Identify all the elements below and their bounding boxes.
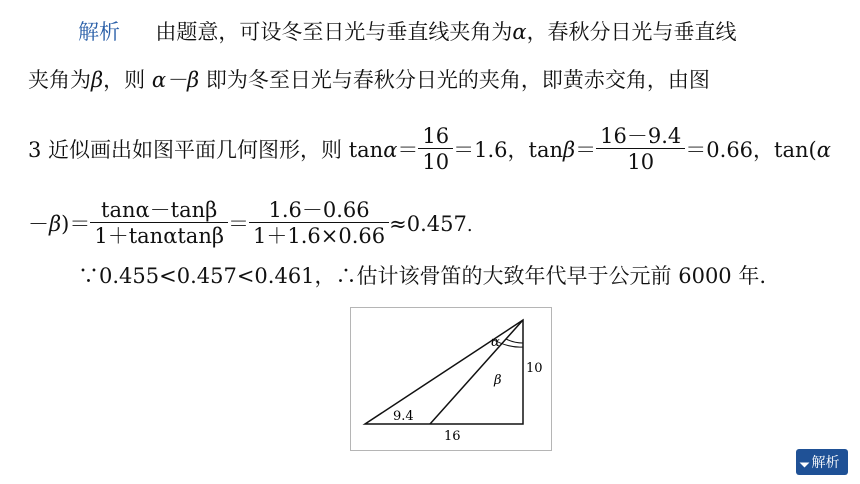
- solution-text-1b: ，春秋分日光与垂直线: [526, 20, 737, 44]
- fraction-numerator: 16: [418, 124, 453, 149]
- fraction-denominator: 10: [422, 150, 450, 174]
- text-3-val1: ＝1.6，tan: [453, 138, 564, 162]
- solution-heading: 解析: [78, 20, 120, 44]
- minus: －: [28, 212, 49, 236]
- solution-line-5: [78, 264, 766, 288]
- analysis-tab-label: 解析: [811, 455, 840, 471]
- alpha-symbol: α: [816, 138, 831, 162]
- paren-equals: )＝: [61, 212, 91, 236]
- side-label-16: 16: [444, 429, 461, 444]
- text-2e: 即为冬至日光与春秋分日光的夹角，即黄赤交角，由图: [205, 68, 710, 92]
- fraction-denominator: 1＋tanαtanβ: [94, 224, 224, 248]
- fraction-numerator: tanα－tanβ: [90, 198, 228, 223]
- solution-line-2: [28, 68, 710, 92]
- solution-text-1a: 由题意，可设冬至日光与垂直线夹角为: [155, 20, 513, 44]
- fraction-numerator: 16－9.4: [596, 124, 685, 149]
- alpha-label: α: [491, 335, 500, 350]
- text-2a: 夹角为: [28, 68, 91, 92]
- fraction-tan-difference-formula: [90, 198, 228, 249]
- angle-arc-beta: [506, 339, 523, 343]
- result-value: ≈0.457: [389, 212, 467, 236]
- conclusion-text: ∵0.455<0.457<0.461，∴估计该骨笛的大致年代早于公元前 6000 年.: [78, 264, 767, 288]
- period: .: [466, 215, 473, 236]
- equals: ＝: [575, 138, 597, 162]
- alpha-symbol: α: [383, 138, 398, 162]
- fraction-tan-beta: [596, 124, 685, 175]
- fraction-numerator: 1.6－0.66: [249, 198, 389, 223]
- solution-line-3: [28, 126, 831, 177]
- side-label-10: 10: [526, 361, 543, 376]
- analysis-tab-button[interactable]: [796, 449, 848, 475]
- side-label-9-4: 9.4: [393, 409, 414, 424]
- beta-label: β: [494, 373, 502, 388]
- alpha-symbol: α: [512, 20, 527, 44]
- text-2c: ，则: [103, 68, 146, 92]
- beta-symbol: β: [91, 68, 104, 92]
- alpha-minus-beta: α－β: [151, 68, 200, 92]
- triangle-diagram: [351, 308, 551, 450]
- equals: ＝: [228, 212, 249, 236]
- text-3-val2: ＝0.66，tan(: [685, 138, 817, 162]
- beta-symbol: β: [563, 138, 576, 162]
- triangle-figure: [350, 307, 552, 451]
- solution-line-4: [28, 200, 473, 251]
- fraction-tan-alpha: [418, 124, 453, 175]
- fraction-tan-difference-values: [249, 198, 389, 249]
- equals: ＝: [397, 138, 419, 162]
- solution-line-1: [78, 20, 737, 44]
- text-3a: 3 近似画出如图平面几何图形，则 tan: [28, 138, 384, 162]
- corner-arrow-icon: [799, 457, 809, 467]
- beta-symbol: β: [49, 212, 62, 236]
- fraction-denominator: 10: [627, 150, 655, 174]
- fraction-denominator: 1＋1.6×0.66: [253, 224, 386, 248]
